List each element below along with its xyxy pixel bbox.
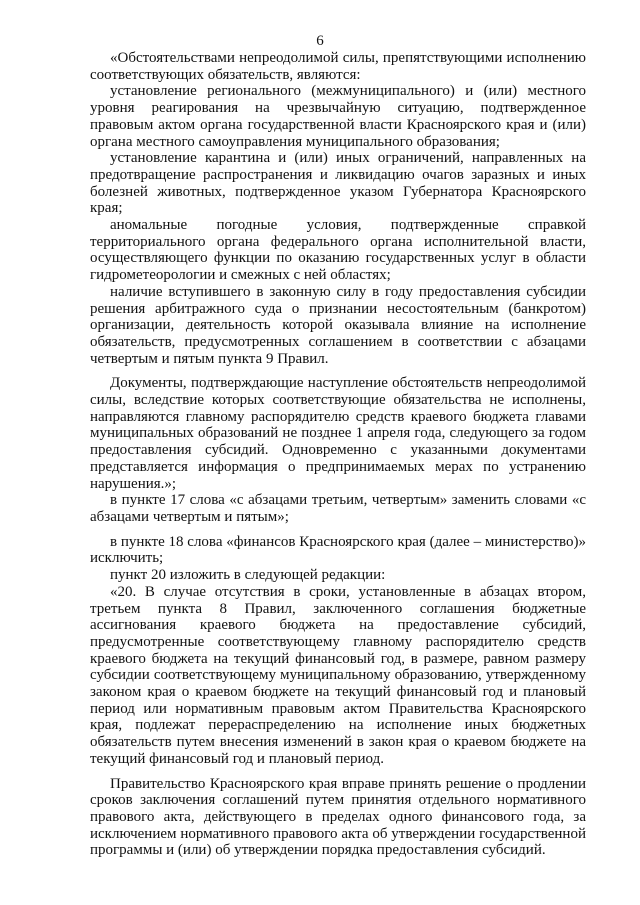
paragraph-point-17: в пункте 17 слова «с абзацами третьим, четвертым» заменить словами «с абзацами четвертым и пятым»;: [90, 492, 586, 525]
paragraph-point-20-text: «20. В случае отсутствия в сроки, установленные в абзацах втором, третьем пункта 8 Правил, заключенного соглашения бюджетные ассигнования краевого бюджета на предоставление субсидий, предусмотренные соответствующему главному распорядителю средств краевого бюджета на текущий финансовый год, в размере, равном размеру субсидии соответствующему муниципальному образованию, утвержденному законом края о краевом бюджете на текущий финансовый год и плановый период или нормативным правовым актом Правительства Красноярского края, подлежат перераспределению на исполнение иных бюджетных обязательств путем внесения изменений в закон края о краевом бюджете на текущий финансовый год и плановый период.: [90, 583, 586, 767]
page-number: 6: [316, 33, 324, 49]
paragraph-point-18: в пункте 18 слова «финансов Красноярского края (далее – министерство)» исключить;: [90, 533, 586, 567]
paragraph-government-extension: Правительство Красноярского края вправе принять решение о продлении сроков заключения соглашений путем принятия отдельного нормативного правового акта, действующего в пределах одного финансового года, за исключением нормативного правового акта об утверждении государственной программы и (или) об утверждении порядка предоставления субсидий.: [90, 775, 586, 859]
paragraph-quarantine: установление карантина и (или) иных ограничений, направленных на предотвращение распространения и ликвидацию очагов заразных и иных болезней животных, подтвержденное указом Губернатора Красноярского края;: [90, 150, 586, 217]
paragraph-supporting-documents: Документы, подтверждающие наступление обстоятельств непреодолимой силы, вследствие которых соответствующие обязательства не исполнены, направляются главному распорядителю средств краевого бюджета главами муниципальных образований не позднее 1 апреля года, следующего за годом предоставления субсидий. Одновременно с указанными документами представляется информация о предпринимаемых мерах по устранению нарушения.»;: [90, 375, 586, 492]
paragraph-bankruptcy: наличие вступившего в законную силу в году предоставления субсидии решения арбитражного суда о признании несостоятельным (банкротом) организации, деятельность которой оказывала влияние на исполнение обязательств, предусмотренных соглашением в соответствии с абзацами четвертым и пятым пункта 9 Правил.: [90, 283, 586, 367]
document-body: [90, 50, 586, 859]
paragraph-force-majeure-intro: «Обстоятельствами непреодолимой силы, препятствующими исполнению соответствующих обязательств, являются:: [90, 50, 586, 83]
paragraph-emergency-response: установление регионального (межмуниципального) и (или) местного уровня реагирования на чрезвычайную ситуацию, подтвержденное правовым актом органа государственной власти Красноярского края и (или) органа местного самоуправления муниципального образования;: [90, 83, 586, 150]
paragraph-point-20-intro: пункт 20 изложить в следующей редакции:: [110, 567, 386, 584]
paragraph-weather-conditions: аномальные погодные условия, подтвержденные справкой территориального органа федерального органа исполнительной власти, осуществляющего функции по оказанию государственных услуг в области гидрометеорологии и смежных с ней областях;: [90, 217, 586, 284]
